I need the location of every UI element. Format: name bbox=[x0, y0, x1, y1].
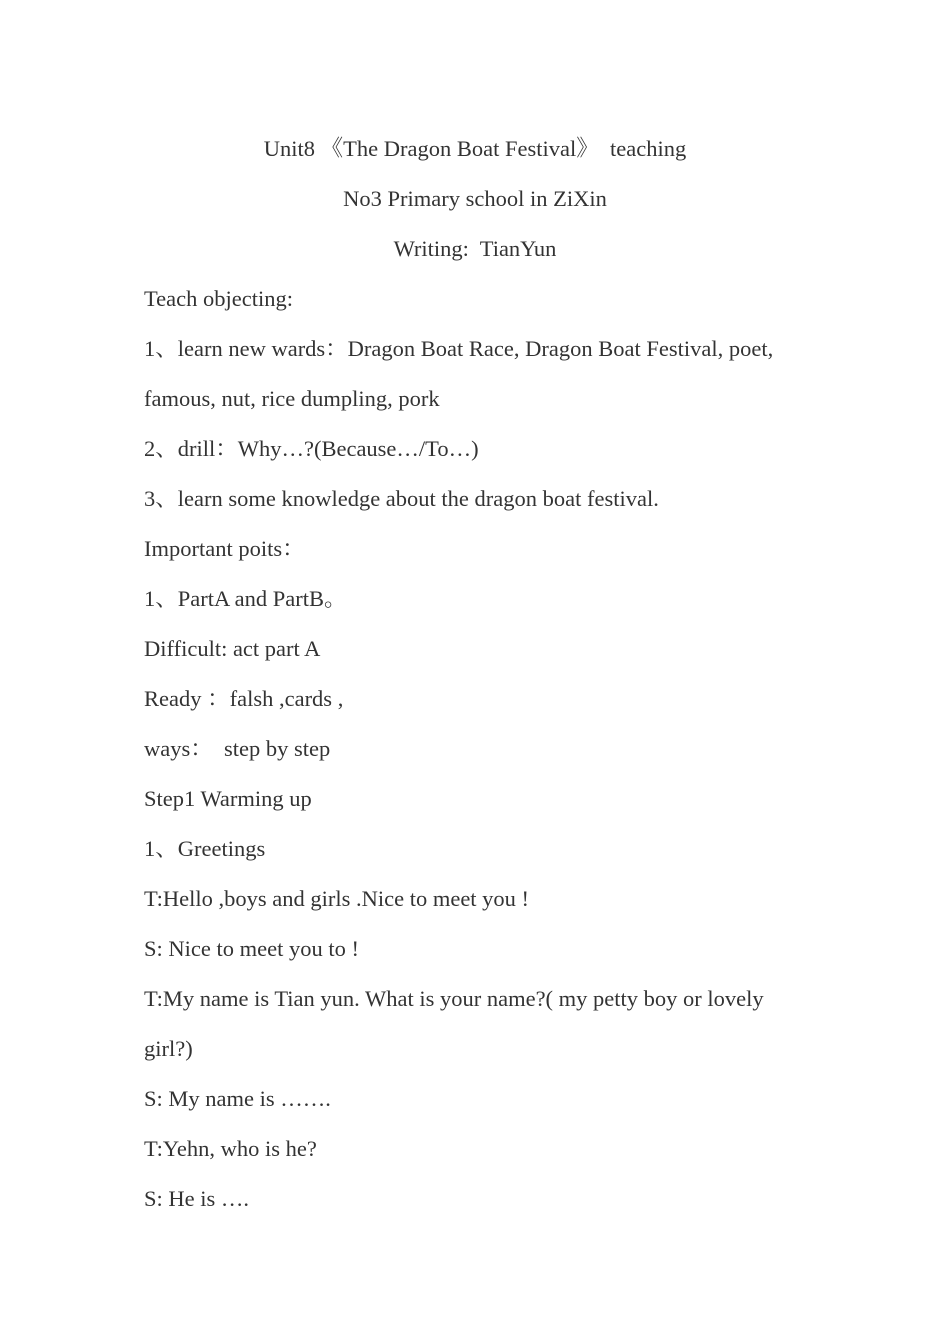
objective-1-line-a: 1、learn new wards：Dragon Boat Race, Dragon Boat Festival, poet, bbox=[144, 336, 774, 361]
ready-line: Ready ：falsh ,cards , bbox=[144, 686, 344, 711]
difficult-line: Difficult: act part A bbox=[144, 636, 321, 661]
writer-line: Writing: TianYun bbox=[393, 236, 557, 261]
school-name: No3 Primary school in ZiXin bbox=[343, 186, 607, 211]
objective-3: 3、learn some knowledge about the dragon boat festival. bbox=[144, 486, 659, 511]
ways-line: ways： step by step bbox=[144, 736, 331, 761]
dialogue-line: girl?) bbox=[144, 1036, 193, 1061]
important-points-heading: Important poits： bbox=[144, 536, 305, 561]
dialogue-line: T:Yehn, who is he? bbox=[144, 1136, 317, 1161]
step1-heading: Step1 Warming up bbox=[144, 786, 312, 811]
document-title: Unit8 《The Dragon Boat Festival》 teaching bbox=[263, 136, 687, 161]
important-point-1: 1、PartA and PartB。 bbox=[144, 586, 347, 611]
greetings-line: 1、Greetings bbox=[144, 836, 266, 861]
dialogue-line: S: Nice to meet you to ! bbox=[144, 936, 359, 961]
dialogue-line: T:My name is Tian yun. What is your name?( my petty boy or lovely bbox=[144, 986, 764, 1011]
dialogue-line: T:Hello ,boys and girls .Nice to meet you ! bbox=[144, 886, 530, 911]
dialogue-line: S: He is …. bbox=[144, 1186, 250, 1211]
objective-1-line-b: famous, nut, rice dumpling, pork bbox=[144, 386, 440, 411]
objective-2: 2、drill：Why…?(Because…/To…) bbox=[144, 436, 479, 461]
dialogue-line: S: My name is ……. bbox=[144, 1086, 331, 1111]
teach-objecting-heading: Teach objecting: bbox=[144, 286, 293, 311]
